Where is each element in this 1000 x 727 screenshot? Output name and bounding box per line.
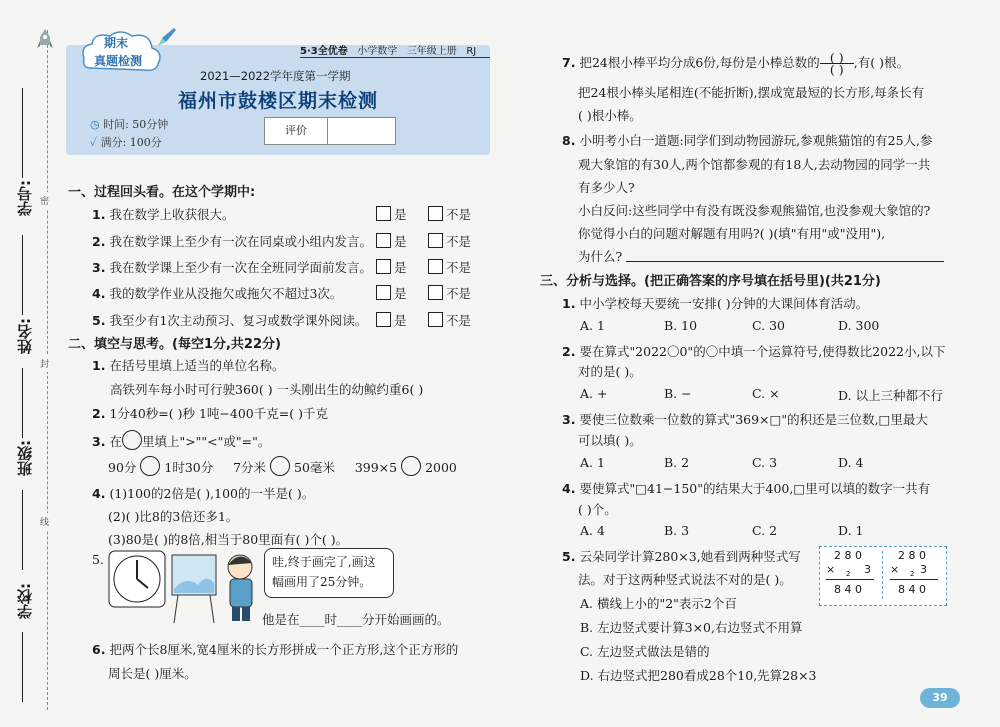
q7-a: 7. 把24根小棒平均分成6份,每份是小棒总数的 ( ) ( ) ,有( )根。	[562, 50, 909, 77]
fraction-blank[interactable]: ( ) ( )	[820, 52, 854, 75]
no-checkbox[interactable]: 不是	[428, 311, 471, 329]
s2-q4-c: (3)80是( )的8倍,相当于80里面有( )个( )。	[108, 532, 349, 547]
academic-year: 2021—2022学年度第一学期	[200, 69, 351, 83]
section1-title: 一、过程回头看。在这个学期中:	[68, 185, 256, 200]
q8-answer-line[interactable]	[626, 261, 944, 262]
compare-circle[interactable]	[401, 456, 421, 476]
q8-d: 小白反问:这些同学中有没有既没参观熊猫馆,也没参观大象馆的?	[578, 203, 931, 218]
c3-a: 3. 要使三位数乘一位数的算式"369×□"的积还是三位数,□里最大	[562, 412, 928, 427]
c5-option-b[interactable]: B. 左边竖式要计算3×0,右边竖式不用算	[580, 620, 803, 635]
s2-q5-number: 5.	[92, 552, 104, 567]
section3-title: 三、分析与选择。(把正确答案的序号填在括号里)(共21分)	[540, 274, 881, 289]
rule-line	[22, 368, 23, 438]
no-checkbox[interactable]: 不是	[428, 258, 471, 276]
calc-right-result: 8 4 0	[898, 583, 926, 596]
c4-b: ( )个。	[578, 502, 617, 517]
c4-option-d[interactable]: D. 1	[838, 523, 864, 538]
q8-a: 8. 小明考小白一道题:同学们到动物园游玩,参观熊猫馆的有25人,参	[562, 133, 933, 148]
bubble-line2: 幅画用了25分钟。	[272, 575, 372, 589]
grade: 三年级上册	[406, 46, 457, 57]
yes-checkbox[interactable]: 是	[376, 284, 407, 302]
section2-title: 二、填空与思考。(每空1分,共22分)	[68, 337, 281, 352]
rule-line	[22, 235, 23, 315]
calc-right-top: 2 8 0	[898, 549, 926, 562]
calc-left-carry: 2	[846, 570, 851, 578]
rocket-icon	[156, 26, 178, 48]
c4-option-a[interactable]: A. 4	[580, 523, 605, 538]
s2-q6-a: 6. 把两个长8厘米,宽4厘米的长方形拼成一个正方形,这个正方形的	[92, 642, 459, 657]
calc-right-rule	[890, 579, 938, 580]
class-label: 班级:	[16, 440, 34, 476]
vertical-calculation-box	[819, 546, 947, 606]
no-checkbox[interactable]: 不是	[428, 284, 471, 302]
s2-q1-blanks: 高铁列车每小时可行驶360( ) 一头刚出生的幼鲸约重6( )	[110, 382, 424, 397]
rule-line	[22, 632, 23, 702]
clock-icon: ◷	[90, 118, 100, 131]
s2-q1-text: 1. 在括号里填上适当的单位名称。	[92, 358, 285, 373]
calc-right-mult: 3	[920, 563, 927, 576]
s2-q3-text: 3. 在 里填上">""<"或"="。	[92, 430, 270, 450]
calc-left-result: 8 4 0	[834, 583, 862, 596]
c3-option-d[interactable]: D. 4	[838, 455, 864, 470]
yes-checkbox[interactable]: 是	[376, 205, 407, 223]
s1-q1: 1. 我在数学上收获很大。	[92, 207, 235, 222]
calc-right-times: ×	[890, 563, 900, 576]
c5-a: 5. 云朵同学计算280×3,她看到两种竖式写	[562, 549, 801, 564]
page-title: 福州市鼓楼区期末检测	[178, 90, 379, 112]
school-label: 学校:	[16, 583, 34, 619]
no-checkbox[interactable]: 不是	[428, 205, 471, 223]
calc-left-mult: 3	[864, 563, 871, 576]
c5-option-c[interactable]: C. 左边竖式做法是错的	[580, 644, 710, 659]
check-circle-icon: ✓	[90, 136, 98, 149]
seal-mi: 密	[40, 192, 49, 209]
c5-option-a[interactable]: A. 横线上小的"2"表示2个百	[580, 596, 737, 611]
no-checkbox[interactable]: 不是	[428, 232, 471, 250]
s1-q3: 3. 我在数学课上至少有一次在全班同学面前发言。	[92, 260, 372, 275]
s2-q6-b: 周长是( )厘米。	[108, 666, 197, 681]
series-name: 5·3全优卷	[300, 46, 348, 57]
c2-a: 2. 要在算式"2022〇0"的〇中填一个运算符号,使得数比2022小,以下	[562, 344, 946, 359]
s2-q5-answer: 他是在____时____分开始画画的。	[262, 612, 450, 627]
c1-option-a[interactable]: A. 1	[580, 318, 605, 333]
c3-option-b[interactable]: B. 2	[664, 455, 690, 470]
c2-b: 对的是( )。	[578, 364, 642, 379]
calc-right-carry: 2	[910, 570, 915, 578]
painter-boy-illustration	[168, 545, 263, 625]
c5-option-d[interactable]: D. 右边竖式把280看成28个10,先算28×3	[580, 668, 817, 683]
c3-option-a[interactable]: A. 1	[580, 455, 605, 470]
name-label: 姓名:	[16, 318, 34, 354]
seal-feng: 封	[40, 355, 49, 372]
evaluation-label: 评价	[265, 118, 328, 144]
c2-option-d[interactable]: D. 以上三种都不行	[838, 388, 944, 403]
q7-b: 把24根小棒头尾相连(不能折断),摆成宽最短的长方形,每条长有	[578, 85, 925, 100]
subject: 小学数学	[357, 46, 398, 57]
yes-checkbox[interactable]: 是	[376, 311, 407, 329]
calc-left-top: 2 8 0	[834, 549, 862, 562]
binding-margin	[0, 0, 60, 727]
compare-circle[interactable]	[270, 456, 290, 476]
c3-b: 可以填( )。	[578, 433, 642, 448]
c1-text: 1. 中小学校每天要统一安排( )分钟的大课间体育活动。	[562, 296, 869, 311]
badge-line1: 期末	[104, 36, 129, 50]
bubble-line1: 哇,终于画完了,画这	[272, 555, 376, 569]
calc-left-times: ×	[826, 563, 836, 576]
seal-xian: 线	[40, 513, 49, 530]
compare-circle[interactable]	[140, 456, 160, 476]
q8-b: 观大象馆的有30人,两个馆都参观的有18人,去动物园的同学一共	[578, 157, 931, 172]
s2-q4-a: 4. (1)100的2倍是( ),100的一半是( )。	[92, 486, 315, 501]
time-limit: ◷ 时间: 50分钟	[90, 118, 169, 131]
q8-c: 有多少人?	[578, 180, 635, 195]
c4-a: 4. 要使算式"□41−150"的结果大于400,□里可以填的数字一共有	[562, 481, 931, 496]
q7-c: ( )根小棒。	[578, 108, 642, 123]
evaluation-box[interactable]	[264, 117, 396, 145]
c1-option-b[interactable]: B. 10	[664, 318, 698, 333]
c2-option-b[interactable]: B. −	[664, 386, 692, 401]
q8-f: 为什么?	[578, 249, 623, 264]
s1-q2: 2. 我在数学课上至少有一次在同桌或小组内发言。	[92, 234, 372, 249]
rule-line	[22, 88, 23, 178]
edition: RJ	[466, 46, 477, 57]
s2-q2: 2. 1分40秒=( )秒 1吨−400千克=( )千克	[92, 406, 328, 421]
student-id-label: 学号:	[16, 180, 34, 216]
c2-option-c[interactable]: C. ×	[752, 386, 780, 401]
s2-q3-compare: 90分 1时30分 7分米 50毫米 399×5 2000	[108, 456, 457, 476]
clock-illustration	[108, 550, 166, 608]
c3-option-c[interactable]: C. 3	[752, 455, 778, 470]
rule-line	[22, 490, 23, 570]
header-divider	[300, 57, 490, 58]
yes-checkbox[interactable]: 是	[376, 258, 407, 276]
c1-option-d[interactable]: D. 300	[838, 318, 880, 333]
calc-left-rule	[826, 579, 874, 580]
book-series-line	[300, 42, 476, 57]
s2-q4-b: (2)( )比8的3倍还多1。	[108, 509, 239, 524]
c1-option-c[interactable]: C. 30	[752, 318, 785, 333]
circle-icon	[122, 430, 142, 450]
full-score: ✓ 满分: 100分	[90, 136, 162, 149]
calc-divider	[882, 551, 883, 599]
c2-option-a[interactable]: A. +	[580, 386, 608, 401]
rocket-icon	[36, 28, 54, 52]
q8-e: 你觉得小白的问题对解题有用吗?( )(填"有用"或"没用"),	[578, 226, 886, 241]
s1-q5: 5. 我至少有1次主动预习、复习或数学课外阅读。	[92, 313, 368, 328]
yes-checkbox[interactable]: 是	[376, 232, 407, 250]
s1-q4: 4. 我的数学作业从没拖欠或拖欠不超过3次。	[92, 286, 343, 301]
badge-line2: 真题检测	[94, 54, 143, 68]
c5-b: 法。对于这两种竖式说法不对的是( )。	[578, 572, 792, 587]
c4-option-c[interactable]: C. 2	[752, 523, 778, 538]
c4-option-b[interactable]: B. 3	[664, 523, 690, 538]
page-number: 39	[920, 688, 960, 708]
